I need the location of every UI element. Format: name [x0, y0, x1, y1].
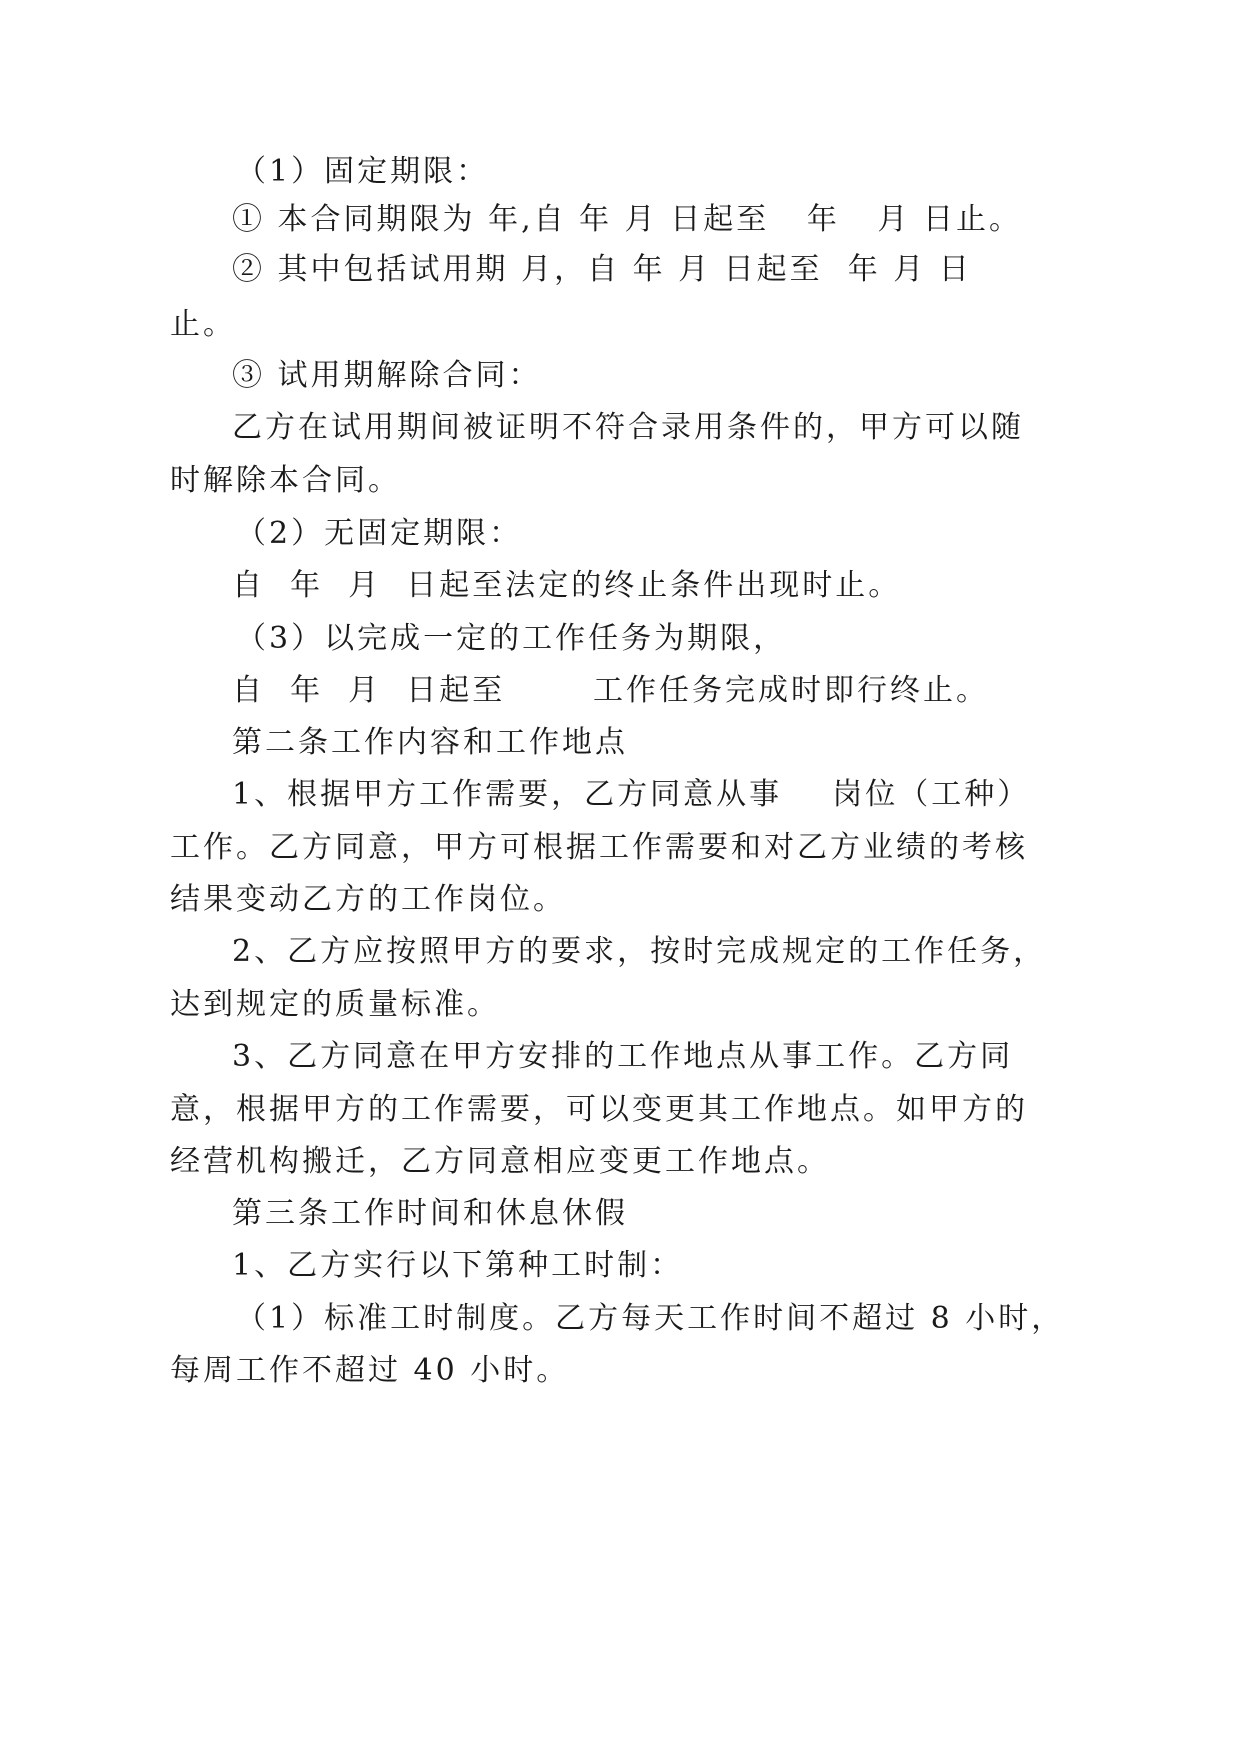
article-two-item-3-cont: 意，根据甲方的工作需要，可以变更其工作地点。如甲方的 [170, 1092, 1028, 1127]
clause-fixed-term-heading: （1）固定期限： [236, 154, 490, 189]
article-two-item-2-end: 达到规定的质量标准。 [170, 987, 500, 1022]
article-three-heading: 第三条工作时间和休息休假 [232, 1196, 628, 1231]
article-two-item-1-cont: 工作。乙方同意，甲方可根据工作需要和对乙方业绩的考核 [170, 830, 1028, 865]
article-two-item-3: 3、乙方同意在甲方安排的工作地点从事工作。乙方同 [232, 1039, 1014, 1074]
contract-term-line: ① 本合同期限为 年,自 年 月 日起至 年 月 日止。 [232, 202, 1022, 237]
article-three-item-1: 1、乙方实行以下第种工时制： [232, 1248, 684, 1283]
standard-hours-line: （1）标准工时制度。乙方每天工作时间不超过 8 小时， [236, 1301, 1065, 1336]
probation-termination-heading: ③ 试用期解除合同： [232, 358, 542, 393]
standard-hours-line-end: 每周工作不超过 40 小时。 [170, 1353, 570, 1388]
probation-period-line-end: 止。 [170, 307, 236, 342]
article-two-heading: 第二条工作内容和工作地点 [232, 725, 628, 760]
task-term-line: 自 年 月 日起至 工作任务完成时即行终止。 [232, 673, 989, 708]
open-term-line: 自 年 月 日起至法定的终止条件出现时止。 [232, 568, 902, 603]
article-two-item-3-end: 经营机构搬迁，乙方同意相应变更工作地点。 [170, 1144, 830, 1179]
probation-period-line: ② 其中包括试用期 月，自 年 月 日起至 年 月 日 [232, 252, 972, 287]
clause-task-term-heading: （3）以完成一定的工作任务为期限， [236, 621, 787, 656]
clause-open-term-heading: （2）无固定期限： [236, 516, 523, 551]
article-two-item-1-end: 结果变动乙方的工作岗位。 [170, 882, 566, 917]
probation-termination-text-end: 时解除本合同。 [170, 463, 401, 498]
article-two-item-1: 1、根据甲方工作需要，乙方同意从事 岗位（工种） [232, 777, 1031, 812]
probation-termination-text: 乙方在试用期间被证明不符合录用条件的，甲方可以随 [232, 410, 1024, 445]
article-two-item-2: 2、乙方应按照甲方的要求，按时完成规定的工作任务， [232, 934, 1047, 969]
